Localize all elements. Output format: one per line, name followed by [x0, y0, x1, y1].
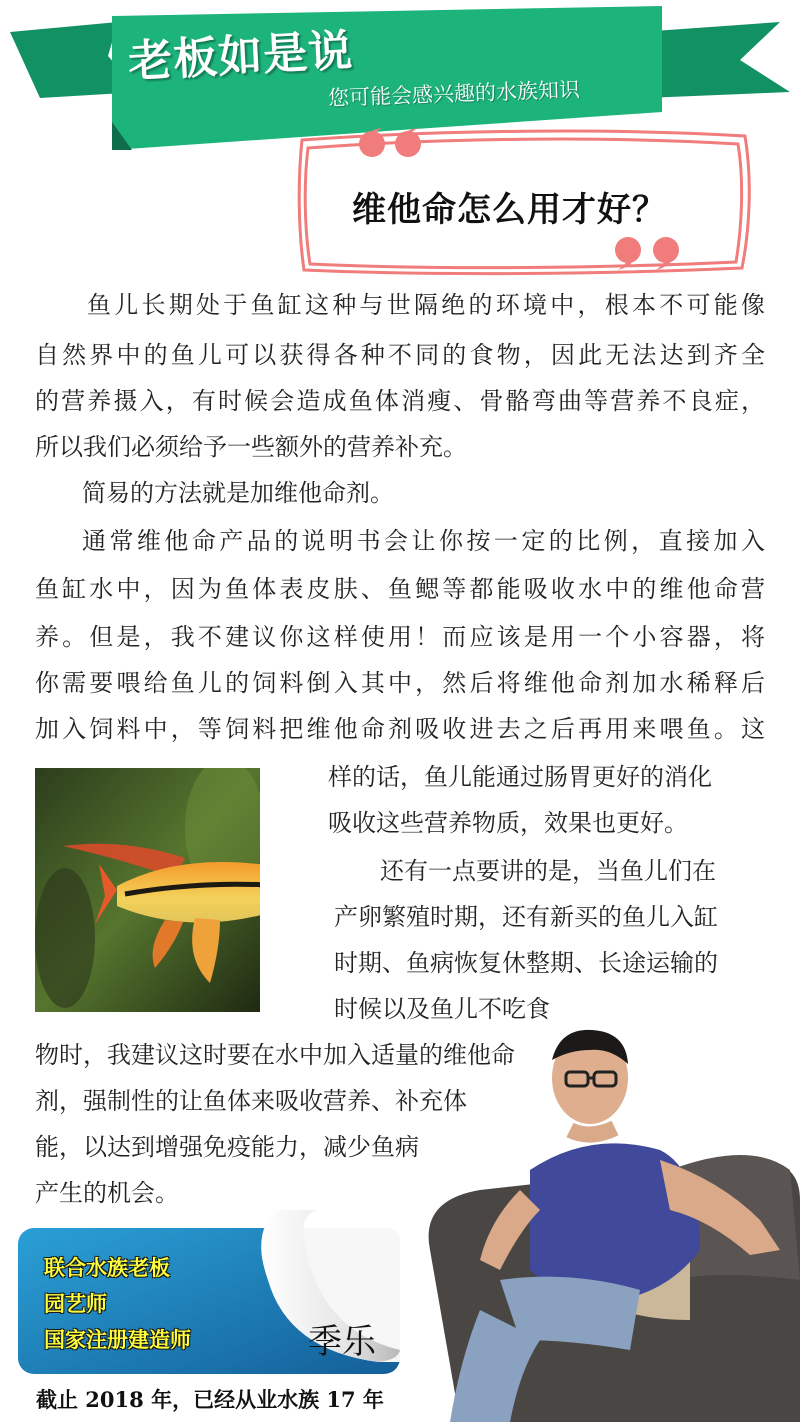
article-line: 时候以及鱼儿不吃食 [334, 995, 550, 1023]
article-line: 还有一点要讲的是，当鱼儿们在 [380, 857, 716, 885]
article-line: 产卵繁殖时期，还有新买的鱼儿入缸 [334, 903, 718, 931]
article-line: 加入饲料中，等饲料把维他命剂吸收进去之后再用来喂鱼。这 [35, 715, 765, 743]
article-line: 养。但是，我不建议你这样使用！而应该是用一个小容器，将 [35, 623, 765, 651]
article-line: 鱼儿长期处于鱼缸这种与世隔绝的环境中，根本不可能像 [87, 291, 765, 319]
article-line: 的营养摄入，有时候会造成鱼体消瘦、骨骼弯曲等营养不良症， [35, 387, 765, 415]
article-line: 通常维他命产品的说明书会让你按一定的比例，直接加入 [82, 527, 765, 555]
boss-photo [420, 1020, 800, 1422]
credential-item: 园艺师 [44, 1292, 107, 1316]
article-line: 你需要喂给鱼儿的饲料倒入其中，然后将维他命剂加水稀释后 [35, 669, 765, 697]
article-line: 剂，强制性的让鱼体来吸收营养、补充体 [35, 1087, 467, 1115]
banner-title: 老板如是说 [127, 25, 355, 88]
article-line: 所以我们必须给予一些额外的营养补充。 [35, 433, 467, 461]
article-line: 物时，我建议这时要在水中加入适量的维他命 [35, 1041, 515, 1069]
article-line: 时期、鱼病恢复休整期、长途运输的 [334, 949, 718, 977]
article-line: 能，以达到增强免疫能力，减少鱼病 [35, 1133, 419, 1161]
boss-name: 季乐 [308, 1322, 376, 1362]
banner-subtitle: 您可能会感兴趣的水族知识 [327, 77, 581, 111]
article-line: 产生的机会。 [35, 1179, 179, 1207]
footer-note: 截止 2018 年，已经从业水族 17 年 [36, 1387, 384, 1412]
credential-item: 联合水族老板 [44, 1256, 170, 1280]
fish-photo [35, 768, 260, 1012]
article-line: 样的话，鱼儿能通过肠胃更好的消化 [328, 763, 712, 791]
article-line: 吸收这些营养物质，效果也更好。 [328, 809, 688, 837]
article-line: 简易的方法就是加维他命剂。 [82, 479, 394, 507]
article-line: 鱼缸水中，因为鱼体表皮肤、鱼鳃等都能吸收水中的维他命营 [35, 575, 765, 603]
article-line: 自然界中的鱼儿可以获得各种不同的食物，因此无法达到齐全 [35, 341, 765, 369]
credential-item: 国家注册建造师 [44, 1328, 191, 1352]
question-title: 维他命怎么用才好？ [352, 190, 667, 230]
